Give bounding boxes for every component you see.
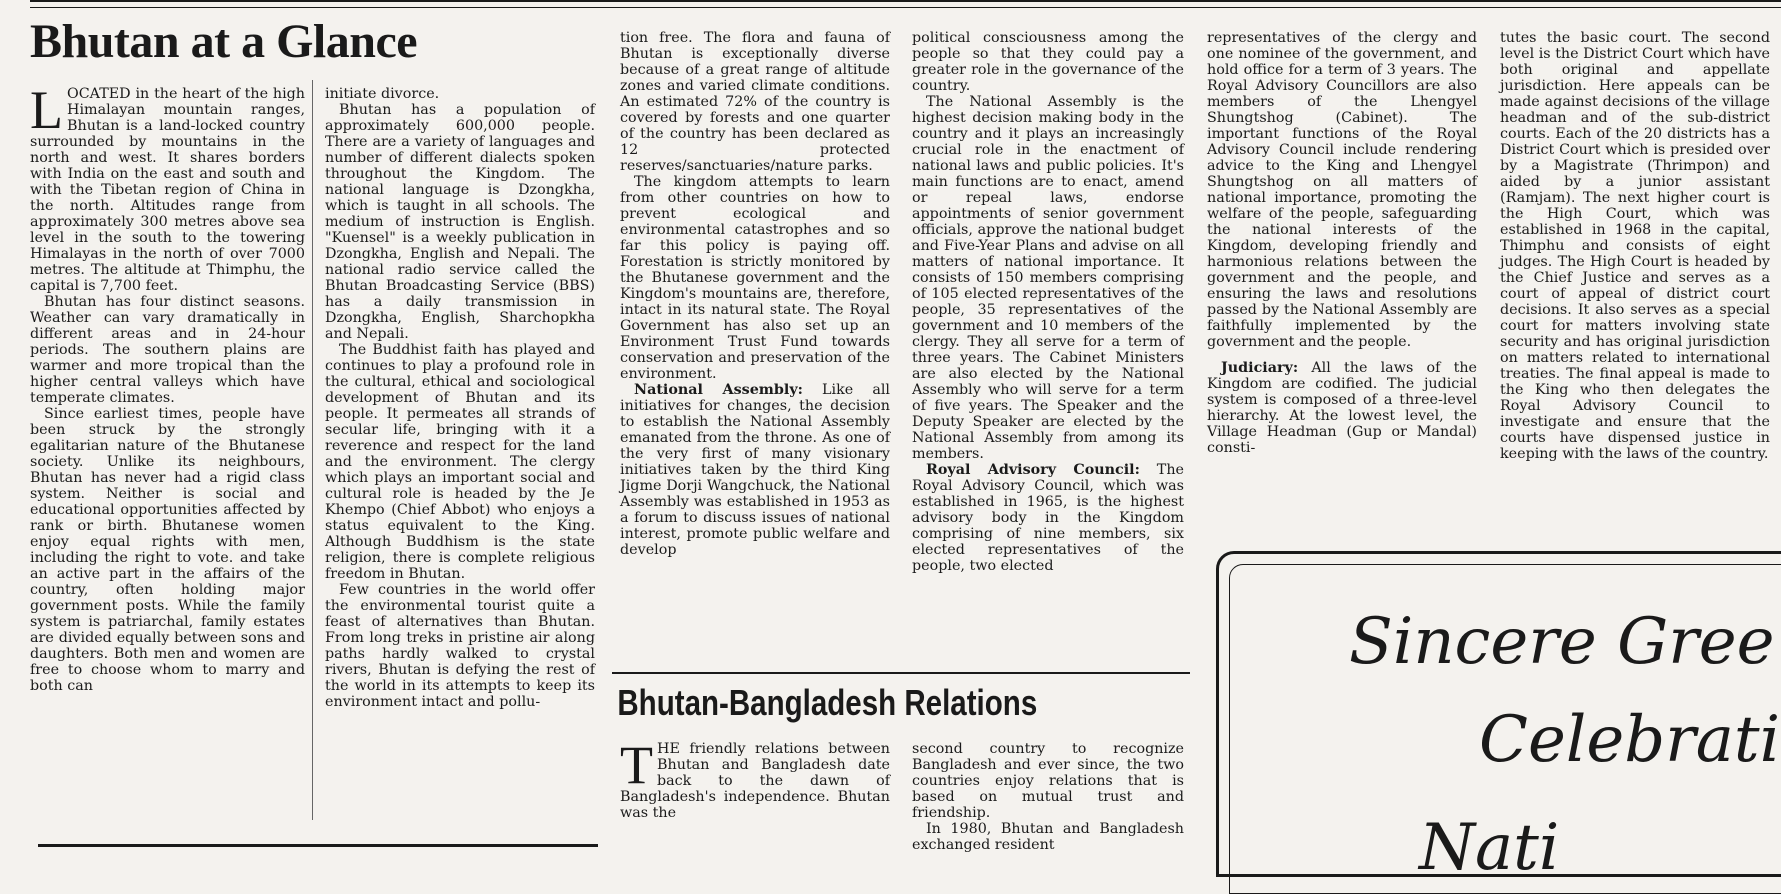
top-rule-thin bbox=[30, 7, 1781, 8]
relations-headline: Bhutan-Bangladesh Relations bbox=[617, 682, 1038, 723]
article-paragraph: Royal Advisory Council: The Royal Advisory Council, which was established in 1965, is the highest advisory body in the Kingdom comprising of nine members, six elected representatives of the people, two elected bbox=[912, 462, 1184, 574]
relations-column-1 bbox=[620, 735, 890, 821]
section-heading: Judiciary: bbox=[1221, 360, 1299, 376]
article-column-5 bbox=[1207, 30, 1477, 456]
article-paragraph: The Buddhist faith has played and continues to play a profound role in the cultural, ethical and sociological development of Bhutan and its people. It permeates all strands of secular life, bringing with it a reverence and respect for the land and the environment. The clergy which plays an important social and cultural role is headed by the Je Khempo (Chief Abbot) who enjoys a status equivalent to the King. Although Buddhism is the state religion, there is complete religious freedom in Bhutan. bbox=[325, 342, 595, 582]
article-paragraph: tutes the basic court. The second level is the District Court which have both original and appellate jurisdiction. Here appeals can be made against decisions of the village headman and of the sub-district courts. Each of the 20 districts has a District Court which is presided over by a Magistrate (Thrimpon) and aided by a junior assistant (Ramjam). The next higher court is the High Court, which was established in 1968 in the capital, Thimphu and consists of eight judges. The High Court is headed by the Chief Justice and serves as a court of appeal of district court decisions. It also serves as a special court for matters involving state security and has original jurisdiction on matters related to international treaties. The final appeal is made to the King who then delegates the Royal Advisory Council to investigate and ensure that the courts have dispensed justice in keeping with the laws of the country. bbox=[1500, 30, 1770, 462]
article-column-3 bbox=[620, 30, 890, 558]
relations-column-2 bbox=[912, 741, 1184, 853]
section-heading: National Assembly: bbox=[634, 382, 803, 398]
article-paragraph: Judiciary: All the laws of the Kingdom are codified. The judicial system is composed of a three-level hierarchy. At the lowest level, the Village Headman (Gup or Mandal) consti- bbox=[1207, 360, 1477, 456]
article-column-2 bbox=[325, 86, 595, 710]
article-column-6 bbox=[1500, 30, 1770, 462]
section-heading: Royal Advisory Council: bbox=[926, 462, 1140, 478]
top-rule bbox=[30, 0, 1781, 2]
article-paragraph: The kingdom attempts to learn from other countries on how to prevent ecological and environmental catastrophes and so far this policy is paying off. Forestation is strictly monitored by the Bhutanese government and the Kingdom's mountains are, therefore, intact in its natural state. The Royal Government has also set up an Environment Trust Fund towards conservation and preservation of the environment. bbox=[620, 174, 890, 382]
article-paragraph: Bhutan has a population of approximately 600,000 people. There are a variety of languages and number of different dialects spoken throughout the Kingdom. The national language is Dzongkha, which is taught in all schools. The medium of instruction is English. "Kuensel" is a weekly publication in Dzongkha, English and Nepali. The national radio service called the Bhutan Broadcasting Service (BBS) has a daily transmission in Dzongkha, English, Sharchopkha and Nepali. bbox=[325, 102, 595, 342]
article-paragraph: Bhutan has four distinct seasons. Weather can vary dramatically in different areas and in 24-hour periods. The southern plains are warmer and more tropical than the higher central valleys which have temperate climates. bbox=[30, 294, 305, 406]
relations-paragraph: THE friendly relations between Bhutan and Bangladesh date back to the dawn of Bangladesh's independence. Bhutan was the bbox=[620, 735, 890, 821]
article-paragraph: tion free. The flora and fauna of Bhutan is exceptionally diverse because of a great range of altitude zones and varied climate conditions. An estimated 72% of the country is covered by forests and one quarter of the country has been declared as 12 protected reserves/sanctuaries/nature parks. bbox=[620, 30, 890, 174]
bottom-rule bbox=[38, 844, 598, 847]
relations-paragraph: In 1980, Bhutan and Bangladesh exchanged resident bbox=[912, 821, 1184, 853]
drop-cap: L bbox=[30, 80, 63, 140]
advertisement-line: Celebrati bbox=[1479, 703, 1781, 777]
article-paragraph: representatives of the clergy and one nominee of the government, and hold office for a term of 3 years. The Royal Advisory Councillors are also members of the Lhengyel Shungtshog (Cabinet). The important functions of the Royal Advisory Council include rendering advice to the King and Lhengyel Shungtshog on all matters of national importance, promoting the welfare of the people, safeguarding the national interests of the Kingdom, developing friendly and harmonious relations between the government and the people, and ensuring the laws and resolutions passed by the National Assembly are faithfully implemented by the government and the people. bbox=[1207, 30, 1477, 350]
article-paragraph: Since earliest times, people have been struck by the strongly egalitarian nature of the Bhutanese society. Unlike its neighbours, Bhutan has never had a rigid class system. Neither is social and educational opportunities affected by rank or birth. Bhutanese women enjoy equal rights with men, including the right to vote. and take an active part in the affairs of the country, often holding major government posts. While the family system is patriarchal, family estates are divided equally between sons and daughters. Both men and women are free to choose whom to marry and both can bbox=[30, 406, 305, 694]
advertisement-box bbox=[1216, 551, 1781, 885]
article-column-4 bbox=[912, 30, 1184, 574]
article-paragraph: National Assembly: Like all initiatives for changes, the decision to establish the National Assembly emanated from the throne. As one of the very first of many visionary initiatives taken by the third King Jigme Dorji Wangchuck, the National Assembly was established in 1953 as a forum to discuss issues of national interest, promote public welfare and develop bbox=[620, 382, 890, 558]
advertisement-line: Sincere Gree bbox=[1349, 605, 1775, 679]
column-divider bbox=[312, 80, 313, 820]
article-paragraph: LOCATED in the heart of the high Himalayan mountain ranges, Bhutan is a land-locked country surrounded by mountains in the north and west. It shares borders with India on the east and south and with the Tibetan region of China in the north. Altitudes range from approximately 300 metres above sea level in the south to the towering Himalayas in the north of over 7000 metres. The altitude at Thimphu, the capital is 7,700 feet. bbox=[30, 80, 305, 294]
article-column-1 bbox=[30, 80, 305, 694]
drop-cap: T bbox=[620, 735, 653, 795]
article-paragraph: political consciousness among the people so that they could pay a greater role in the governance of the country. bbox=[912, 30, 1184, 94]
relations-paragraph: second country to recognize Bangladesh and ever since, the two countries enjoy relations that is based on mutual trust and friendship. bbox=[912, 741, 1184, 821]
article-paragraph: initiate divorce. bbox=[325, 86, 440, 102]
section-rule bbox=[612, 672, 1190, 674]
article-headline: Bhutan at a Glance bbox=[30, 15, 418, 68]
article-paragraph: The National Assembly is the highest decision making body in the country and it plays an increasingly crucial role in the enactment of national laws and public policies. It's main functions are to enact, amend or repeal laws, endorse appointments of senior government officials, approve the national budget and Five-Year Plans and advise on all matters of national importance. It consists of 150 members comprising of 105 elected representatives of the people, 35 representatives of the government and 10 members of the clergy. They all serve for a term of three years. The Cabinet Ministers are also elected by the National Assembly who will serve for a term of five years. The Speaker and the Deputy Speaker are elected by the National Assembly from among its members. bbox=[912, 94, 1184, 462]
advertisement-line: Nati bbox=[1419, 811, 1560, 885]
article-paragraph: Few countries in the world offer the environmental tourist quite a feast of alternatives than Bhutan. From long treks in pristine air along paths hardly walked to crystal rivers, Bhutan is defying the rest of the world in its attempts to keep its environment intact and pollu- bbox=[325, 582, 595, 710]
